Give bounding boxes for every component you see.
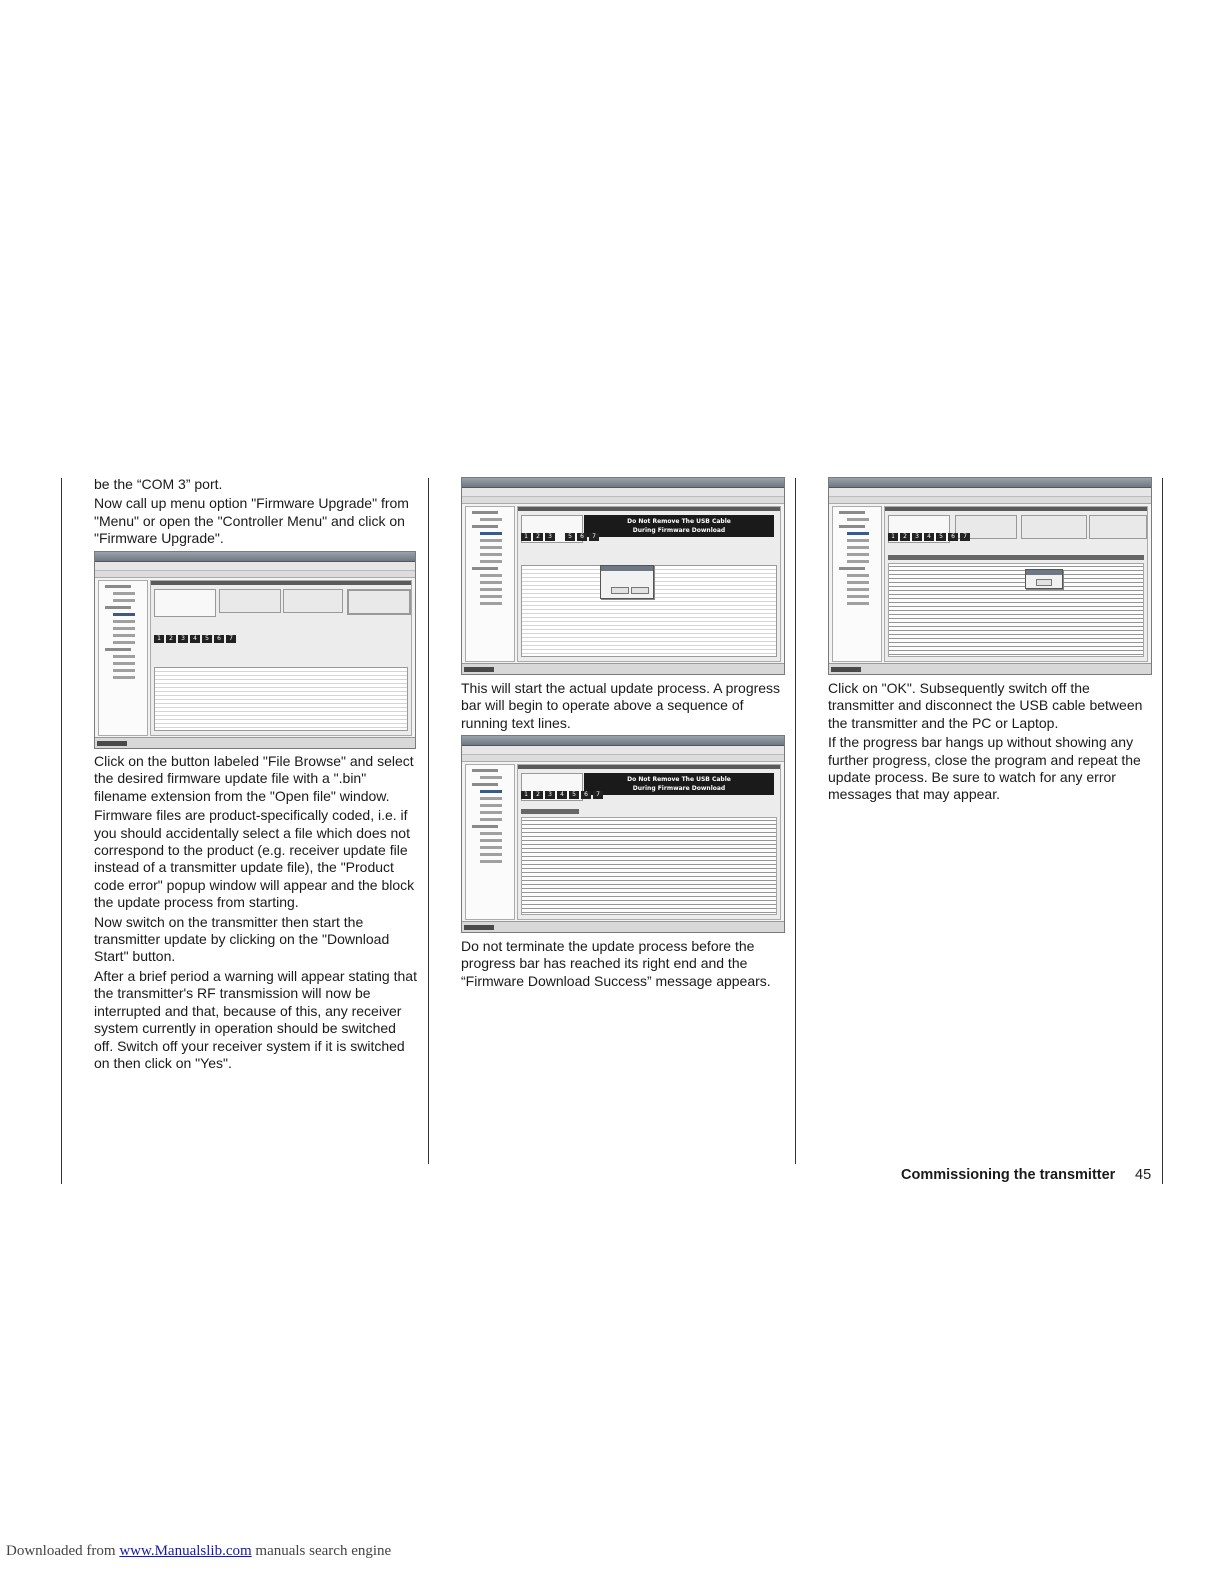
page-number: 45 — [1135, 1167, 1152, 1183]
step-2: 2 — [166, 635, 176, 643]
navigation-tree — [465, 764, 515, 920]
navigation-tree — [465, 506, 515, 662]
window-toolbar — [95, 571, 415, 578]
paragraph: Click on "OK". Subsequently switch off the transmitter and disconnect the USB cable between the transmitter and the PC or Laptop. — [828, 680, 1143, 731]
column-2-caption-2 — [461, 938, 787, 992]
section-title: Commissioning the transmitter — [901, 1167, 1116, 1183]
paragraph: After a brief period a warning will appear stating that the transmitter's RF transmission will now be interrupted and that, because of this, any receiver system currently in operation should be switched off. Switch off your receiver system if it is switched on then click on "Yes". — [94, 967, 417, 1071]
paragraph: Firmware files are product-specifically coded, i.e. if you should accidentally select a file which does not correspond to the product (e.g. receiver update file instead of a transmitter update file), the "Product code error" popup window will appear and the block the update process from starting. — [94, 807, 415, 911]
screenshot-update-warning-dialog — [461, 477, 785, 675]
step-7: 7 — [226, 635, 236, 643]
window-menubar — [95, 562, 415, 571]
dialog-ok-button — [1036, 579, 1052, 586]
paragraph: Do not terminate the update process before the progress bar has reached its right end and the “Firmware Download Success” message appears. — [461, 938, 771, 989]
banner-line-1: Do Not Remove The USB Cable — [627, 518, 731, 525]
dialog-no-button — [631, 587, 649, 594]
column-rule-middle-2 — [795, 478, 796, 1164]
step-5: 5 — [202, 635, 212, 643]
product-info-box — [154, 589, 216, 617]
content-pane — [884, 506, 1148, 662]
window-titlebar — [95, 552, 415, 562]
download-note — [6, 1543, 391, 1560]
step-4: 4 — [190, 635, 200, 643]
download-success-dialog — [1025, 569, 1063, 589]
step-indicator — [154, 635, 236, 643]
dialog-yes-button — [611, 587, 629, 594]
content-pane — [517, 506, 781, 662]
navigation-tree — [98, 580, 148, 736]
download-progress-bar — [521, 809, 579, 814]
rf-warning-dialog — [600, 565, 654, 599]
column-3-text — [828, 680, 1150, 806]
running-text-log — [521, 817, 777, 915]
step-indicator: 1 2 3 4 5 6 7 — [521, 791, 603, 799]
running-text-log — [888, 563, 1144, 657]
step-indicator: 1 2 3 5 6 7 — [521, 533, 599, 541]
download-progress-bar — [888, 555, 1144, 560]
download-note-suffix: manuals search engine — [255, 1543, 392, 1559]
column-rule-right — [1162, 478, 1163, 1184]
step-3: 3 — [178, 635, 188, 643]
column-rule-left — [61, 478, 62, 1184]
download-note-prefix: Downloaded from — [6, 1543, 116, 1559]
manualslib-link[interactable]: www.Manualslib.com — [119, 1543, 252, 1559]
taskbar — [95, 737, 415, 748]
column-1-top-text — [94, 476, 416, 550]
paragraph: This will start the actual update process. A progress bar will begin to operate above a sequence of running text lines. — [461, 680, 781, 731]
navigation-tree — [832, 506, 882, 662]
download-start-button — [283, 589, 343, 613]
download-start-button — [1021, 515, 1087, 539]
paragraph: Click on the button labeled "File Browse" and select the desired firmware update file with a ".bin" filename extension from the "Open file" window. — [94, 753, 414, 804]
column-1-bottom-text — [94, 753, 418, 1074]
step-6: 6 — [214, 635, 224, 643]
usb-warning-banner — [584, 515, 774, 537]
banner-line-2: During Firmware Download — [632, 527, 726, 534]
usb-warning-banner: Do Not Remove The USB Cable During Firmware Download — [584, 773, 774, 795]
screenshot-download-success — [828, 477, 1152, 675]
file-browse-button — [219, 589, 281, 613]
paragraph: If the progress bar hangs up without showing any further progress, close the program and repeat the update process. Be sure to watch for any error messages that may appear. — [828, 734, 1141, 803]
screenshot-firmware-upgrade-window — [94, 551, 416, 749]
step-1: 1 — [154, 635, 164, 643]
column-rule-middle-1 — [428, 478, 429, 1164]
download-stop-button — [347, 589, 411, 615]
message-log — [154, 667, 408, 731]
paragraph: Now switch on the transmitter then start the transmitter update by clicking on the "Download Start" button. — [94, 913, 390, 965]
paragraph: Now call up menu option "Firmware Upgrade" from "Menu" or open the "Controller Menu" and click on "Firmware Upgrade". — [94, 495, 409, 547]
column-2-caption-1 — [461, 680, 787, 734]
step-indicator: 1 2 3 4 5 6 7 — [888, 533, 970, 541]
content-pane — [150, 580, 412, 736]
content-pane — [517, 764, 781, 920]
screenshot-update-in-progress — [461, 735, 785, 933]
paragraph: be the “COM 3” port. — [94, 476, 223, 492]
download-stop-button — [1089, 515, 1147, 539]
